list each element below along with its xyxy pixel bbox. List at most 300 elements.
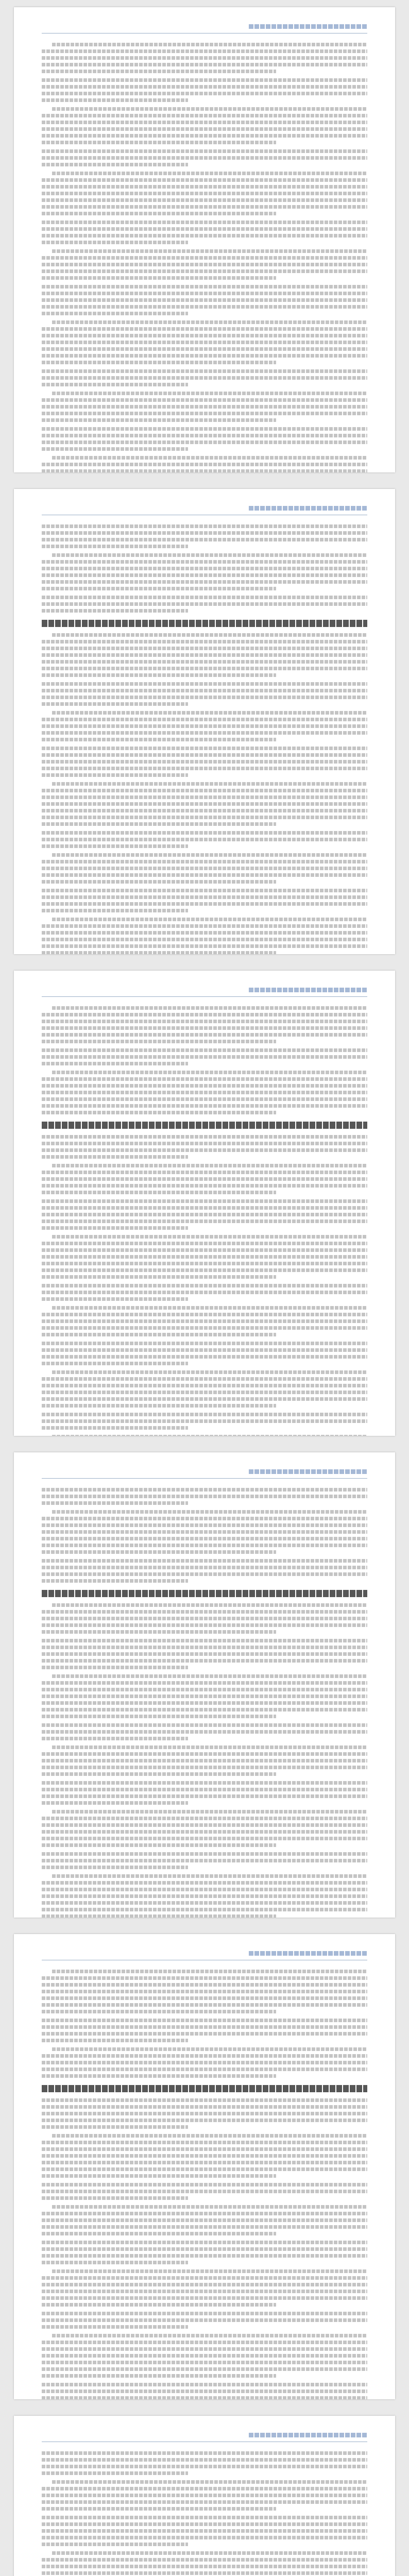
text-line <box>42 1177 367 1181</box>
page-header-right-text-block <box>249 2433 367 2437</box>
text-line <box>52 2269 367 2273</box>
text-line <box>42 2254 367 2258</box>
text-line <box>42 2067 367 2071</box>
text-line <box>42 285 367 289</box>
text-line <box>42 609 188 613</box>
text-line <box>42 2303 276 2307</box>
text-line <box>42 873 367 877</box>
text-line <box>42 1291 367 1294</box>
document-page <box>14 2416 395 2576</box>
paragraph <box>42 1852 367 1869</box>
text-line <box>42 1659 367 1663</box>
text-line <box>42 1983 367 1987</box>
text-line <box>42 1501 188 1505</box>
text-line <box>42 1048 367 1052</box>
text-line <box>42 1617 367 1620</box>
text-line <box>42 305 367 309</box>
paragraph <box>42 1071 367 1114</box>
text-line <box>42 1830 367 1834</box>
text-line <box>42 312 188 315</box>
text-line <box>52 1510 367 1514</box>
page-header-right-text-block <box>249 1469 367 1474</box>
text-line <box>42 2174 276 2178</box>
text-line <box>42 667 367 670</box>
text-line <box>42 2487 367 2490</box>
paragraph <box>42 1970 367 2013</box>
paragraph <box>42 918 367 954</box>
text-line <box>42 2161 367 2164</box>
text-line <box>42 2276 367 2280</box>
text-line <box>42 838 367 841</box>
text-line <box>42 292 367 295</box>
paragraph <box>42 2134 367 2178</box>
text-line <box>42 78 367 82</box>
text-line <box>42 640 367 643</box>
text-line <box>42 2225 367 2229</box>
text-line <box>42 405 367 409</box>
text-line <box>42 149 367 153</box>
text-line <box>42 1566 367 1569</box>
text-line <box>42 1148 367 1152</box>
text-line <box>42 1055 367 1059</box>
text-line <box>42 696 367 699</box>
text-line <box>52 1674 367 1678</box>
paragraph <box>42 2451 367 2475</box>
text-line <box>42 1206 367 1210</box>
paragraph <box>42 2312 367 2329</box>
text-line <box>42 2367 367 2371</box>
text-line <box>42 2010 276 2013</box>
section-heading <box>42 1590 367 1597</box>
text-line <box>42 747 367 750</box>
text-line <box>42 1715 276 1718</box>
page-body <box>42 1006 367 1436</box>
text-line <box>42 1990 367 1993</box>
text-line <box>42 1894 367 1898</box>
text-line <box>42 1135 367 1139</box>
text-line <box>42 361 276 364</box>
text-line <box>42 1033 367 1037</box>
text-line <box>42 2500 367 2504</box>
text-line <box>42 2147 367 2151</box>
text-line <box>42 1759 367 1762</box>
text-line <box>42 809 367 812</box>
text-line <box>42 2283 367 2286</box>
text-line <box>42 121 367 124</box>
text-line <box>42 1013 367 1016</box>
text-line <box>52 1810 367 1814</box>
text-line <box>42 931 367 935</box>
text-line <box>42 1495 367 1498</box>
text-line <box>52 2334 367 2337</box>
text-line <box>42 434 367 437</box>
paragraph <box>42 1674 367 1718</box>
text-line <box>42 1111 276 1114</box>
text-line <box>42 1623 367 1627</box>
text-line <box>42 1413 367 1416</box>
paragraph <box>42 172 367 215</box>
text-line <box>42 427 367 431</box>
text-line <box>42 212 276 215</box>
text-line <box>42 867 367 870</box>
paragraph <box>42 1006 367 1043</box>
text-line <box>42 773 188 777</box>
text-line <box>42 2529 367 2533</box>
paragraph <box>42 320 367 364</box>
text-line <box>42 1708 367 1711</box>
text-line <box>42 1914 276 1918</box>
text-line <box>42 753 367 757</box>
text-line <box>42 134 367 138</box>
page-header-right-text-block <box>249 988 367 992</box>
text-line <box>42 1397 367 1401</box>
text-line <box>42 1881 367 1885</box>
text-line <box>42 1781 367 1785</box>
text-line <box>42 1104 367 1108</box>
paragraph <box>42 831 367 848</box>
page-body <box>42 43 367 472</box>
text-line <box>42 1976 367 1980</box>
text-line <box>52 249 367 253</box>
text-line <box>42 1297 188 1301</box>
paragraph <box>42 524 367 548</box>
text-line <box>42 2218 367 2222</box>
text-line <box>42 1248 367 1252</box>
text-line <box>42 1801 188 1805</box>
text-line <box>42 689 367 692</box>
text-line <box>42 1579 188 1583</box>
text-line <box>42 1040 276 1043</box>
text-line <box>52 456 367 460</box>
text-line <box>42 1866 188 1869</box>
text-line <box>42 1772 276 1776</box>
paragraph <box>42 853 367 884</box>
text-line <box>42 2347 367 2351</box>
paragraph <box>42 2516 367 2546</box>
text-line <box>52 2480 367 2484</box>
paragraph <box>42 1874 367 1918</box>
paragraph <box>42 682 367 706</box>
text-line <box>42 1730 367 1734</box>
text-line <box>42 1823 367 1827</box>
text-line <box>52 1874 367 1878</box>
text-line <box>42 567 367 570</box>
text-line <box>42 760 367 764</box>
text-line <box>42 2522 367 2526</box>
text-line <box>42 902 367 906</box>
text-line <box>52 711 367 715</box>
paragraph <box>42 1435 367 1436</box>
text-line <box>42 298 367 302</box>
text-line <box>42 383 188 386</box>
text-line <box>42 1084 367 1088</box>
text-line <box>42 2471 188 2475</box>
text-line <box>42 1646 367 1649</box>
text-line <box>42 789 367 792</box>
text-line <box>42 376 367 380</box>
paragraph <box>42 369 367 386</box>
text-line <box>42 1666 188 1669</box>
text-line <box>42 1766 367 1769</box>
text-line <box>42 85 367 89</box>
text-line <box>42 1326 367 1330</box>
text-line <box>42 263 367 266</box>
paragraph <box>42 1164 367 1194</box>
text-line <box>42 816 367 819</box>
text-line <box>42 1426 188 1430</box>
text-line <box>42 1255 367 1259</box>
text-line <box>42 531 367 535</box>
section-heading <box>42 1122 367 1129</box>
text-line <box>52 2047 367 2051</box>
text-line <box>42 1219 367 1223</box>
text-line <box>42 334 367 337</box>
text-line <box>52 320 367 324</box>
paragraph <box>42 1559 367 1583</box>
paragraph <box>42 456 367 472</box>
text-line <box>42 234 367 238</box>
text-line <box>42 909 188 912</box>
text-line <box>42 354 367 358</box>
text-line <box>42 369 367 373</box>
text-line <box>42 2325 188 2329</box>
text-line <box>42 412 367 415</box>
paragraph <box>42 596 367 613</box>
text-line <box>42 2261 188 2264</box>
page-body <box>42 2451 367 2576</box>
paragraph <box>42 2019 367 2042</box>
text-line <box>52 633 367 637</box>
text-line <box>42 1171 367 1174</box>
text-line <box>42 70 276 73</box>
text-line <box>42 573 367 577</box>
text-line <box>42 56 367 60</box>
text-line <box>52 2551 367 2555</box>
paragraph <box>42 1048 367 1065</box>
paragraph <box>42 2334 367 2378</box>
text-line <box>42 1199 367 1203</box>
text-line <box>52 107 367 111</box>
paragraph <box>42 2269 367 2307</box>
text-line <box>42 418 276 422</box>
text-line <box>42 1530 367 1534</box>
text-line <box>42 2312 367 2315</box>
text-line <box>42 1859 367 1862</box>
text-line <box>42 831 367 835</box>
text-line <box>42 92 367 95</box>
text-line <box>42 1488 367 1492</box>
page-header <box>42 1467 367 1479</box>
page-header <box>42 1948 367 1960</box>
text-line <box>42 141 276 144</box>
paragraph <box>42 1488 367 1505</box>
text-line <box>42 269 367 273</box>
page-header <box>42 22 367 33</box>
text-line <box>42 2032 367 2036</box>
text-line <box>42 2565 367 2568</box>
text-line <box>42 469 367 472</box>
text-line <box>52 782 367 786</box>
text-line <box>42 2543 188 2546</box>
text-line <box>42 938 367 941</box>
text-line <box>42 524 367 528</box>
text-line <box>42 2119 367 2122</box>
text-line <box>42 178 367 182</box>
text-line <box>42 860 367 863</box>
text-line <box>42 944 367 948</box>
paragraph <box>42 2480 367 2511</box>
text-line <box>42 2025 367 2029</box>
text-line <box>52 1370 367 1374</box>
text-line <box>42 560 367 564</box>
text-line <box>42 1794 367 1798</box>
text-line <box>42 2361 367 2364</box>
text-line <box>42 682 367 686</box>
text-line <box>42 2290 367 2293</box>
text-line <box>42 1559 367 1563</box>
section-heading <box>42 2085 367 2092</box>
text-line <box>42 545 188 548</box>
text-line <box>42 2383 367 2386</box>
text-line <box>42 1404 276 1408</box>
text-line <box>42 1888 367 1891</box>
text-line <box>42 1213 367 1216</box>
text-line <box>42 2112 367 2115</box>
page-header <box>42 985 367 997</box>
text-line <box>42 1184 367 1188</box>
text-line <box>42 596 367 599</box>
text-line <box>52 2134 367 2138</box>
paragraph <box>42 427 367 451</box>
text-line <box>42 2465 367 2468</box>
text-line <box>42 227 367 231</box>
paragraph <box>42 1135 367 1159</box>
text-line <box>42 1630 276 1634</box>
page-header-right-text-block <box>249 1951 367 1956</box>
text-line <box>42 1275 276 1279</box>
paragraph <box>42 392 367 422</box>
paragraph <box>42 2241 367 2264</box>
paragraph <box>42 2183 367 2200</box>
text-line <box>42 647 367 650</box>
text-line <box>42 2318 367 2322</box>
paragraph <box>42 1284 367 1301</box>
text-line <box>42 731 367 735</box>
paragraph <box>42 107 367 144</box>
text-line <box>42 2190 367 2193</box>
text-line <box>42 127 367 131</box>
text-line <box>42 767 367 770</box>
text-line <box>42 1191 276 1194</box>
text-line <box>42 580 367 584</box>
paragraph <box>42 2551 367 2576</box>
paragraph <box>42 889 367 912</box>
text-line <box>42 1523 367 1527</box>
text-line <box>42 1996 367 2000</box>
text-line <box>42 185 367 189</box>
text-line <box>42 1688 367 1691</box>
text-line <box>42 2458 367 2462</box>
document-page <box>14 7 395 472</box>
text-line <box>42 1572 367 1576</box>
text-line <box>42 1610 367 1614</box>
paragraph <box>42 782 367 826</box>
text-line <box>42 1313 367 1316</box>
text-line <box>42 1391 367 1394</box>
paragraph <box>42 1370 367 1408</box>
text-line <box>42 1752 367 1756</box>
text-line <box>42 1355 367 1359</box>
text-line <box>42 718 367 721</box>
text-line <box>42 1517 367 1520</box>
paragraph <box>42 1723 367 1740</box>
text-line <box>42 1142 367 1145</box>
text-line <box>42 1908 367 1911</box>
paragraph <box>42 249 367 280</box>
text-line <box>52 918 367 921</box>
text-line <box>42 802 367 806</box>
text-line <box>52 2205 367 2209</box>
text-line <box>42 2296 367 2300</box>
text-line <box>42 1091 367 1094</box>
text-line <box>42 724 367 728</box>
section-heading <box>42 620 367 627</box>
paragraph <box>42 1639 367 1669</box>
text-line <box>42 660 367 664</box>
text-line <box>42 1348 367 1352</box>
document-page <box>14 1934 395 2399</box>
text-line <box>42 1537 367 1540</box>
text-line <box>42 163 188 166</box>
paragraph <box>42 1199 367 1230</box>
text-line <box>42 2571 367 2575</box>
text-line <box>42 844 188 848</box>
text-line <box>42 2241 367 2244</box>
text-line <box>42 1419 367 1423</box>
text-line <box>42 2558 367 2562</box>
text-line <box>52 1603 367 1607</box>
text-line <box>42 1639 367 1642</box>
text-line <box>42 2098 367 2102</box>
text-line <box>42 241 188 244</box>
text-line <box>42 398 367 402</box>
text-line <box>52 1970 367 1973</box>
text-line <box>42 2183 367 2187</box>
text-line <box>42 1362 188 1365</box>
text-line <box>42 1737 188 1740</box>
text-line <box>42 2341 367 2344</box>
text-line <box>42 2536 367 2539</box>
text-line <box>42 538 367 541</box>
text-line <box>42 98 188 102</box>
text-line <box>42 880 276 884</box>
text-line <box>42 49 367 53</box>
text-line <box>42 1262 367 1265</box>
text-line <box>42 1026 367 1030</box>
text-line <box>42 1701 367 1705</box>
paragraph <box>42 221 367 244</box>
paragraph <box>42 149 367 166</box>
page-body <box>42 1488 367 1918</box>
text-line <box>42 1694 367 1698</box>
text-line <box>42 1319 367 1323</box>
text-line <box>42 822 276 826</box>
paragraph <box>42 1342 367 1365</box>
text-line <box>42 2516 367 2519</box>
text-line <box>42 1377 367 1381</box>
paragraph <box>42 633 367 677</box>
text-line <box>42 673 276 677</box>
